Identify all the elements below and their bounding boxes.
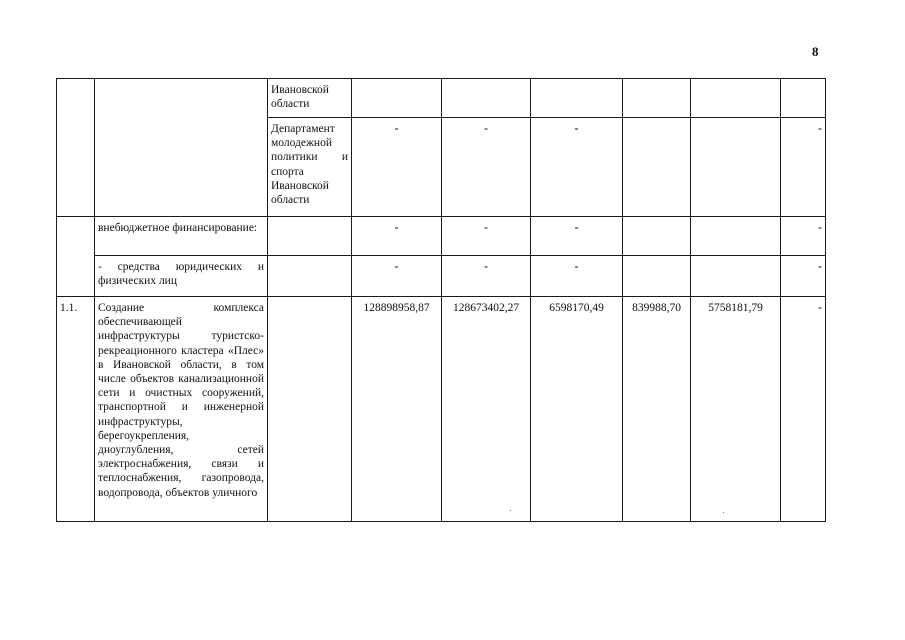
value-cell [531,79,623,118]
value-cell [691,256,781,297]
value-cell: 839988,70 [623,297,691,522]
table-row [57,297,826,522]
dash-cell: - [442,256,531,297]
number-cell [57,217,95,297]
dash-cell: - [531,256,623,297]
value-cell [623,118,691,217]
dash-cell: - [531,217,623,256]
page-number: 8 [812,44,819,59]
value-cell [623,217,691,256]
value-cell [442,79,531,118]
value-cell: 6598170,49 [531,297,623,522]
number-cell [57,79,95,217]
dash-cell: - [442,118,531,217]
dash-cell: - [442,217,531,256]
value-cell [623,256,691,297]
title-cell [95,79,268,217]
title-cell: Создание комплекса обеспечивающей инфраструктуры туристско-рекреационного кластера «Плес» в Ивановской области, в том числе объектов канализационной сети и очистных сооружений, транспортной и инженерной инфраструктуры, берегоукрепления, дноуглубления, сетей электроснабжения, связи и теплоснабжения, газопровода, водопровода, объектов уличного [95,297,268,522]
executor-cell [268,256,352,297]
value-cell [691,217,781,256]
executor-cell [268,297,352,522]
executor-cell [268,217,352,256]
value-cell [691,118,781,217]
dash-cell: - [781,256,826,297]
table-row [57,79,826,118]
executor-cell: Департамент молодежной политики и спорта Ивановской области [268,118,352,217]
dash-cell: - [352,217,442,256]
number-cell: 1.1. [57,297,95,522]
label-cell: - средства юридических и физических лиц [95,256,268,297]
scan-speck [510,510,511,511]
value-cell: 128898958,87 [352,297,442,522]
label-cell: внебюджетное финансирование: [95,217,268,256]
dash-cell: - [531,118,623,217]
dash-cell: - [781,217,826,256]
value-cell: 128673402,27 [442,297,531,522]
dash-cell: - [352,256,442,297]
executor-cell: Ивановской области [268,79,352,118]
value-cell [691,79,781,118]
budget-table [56,78,826,522]
value-cell [352,79,442,118]
scan-speck [723,512,724,513]
dash-cell: - [352,118,442,217]
value-cell [623,79,691,118]
table-row [57,217,826,256]
value-cell [781,79,826,118]
dash-cell: - [781,297,826,522]
table-row [57,256,826,297]
value-cell: 5758181,79 [691,297,781,522]
dash-cell: - [781,118,826,217]
